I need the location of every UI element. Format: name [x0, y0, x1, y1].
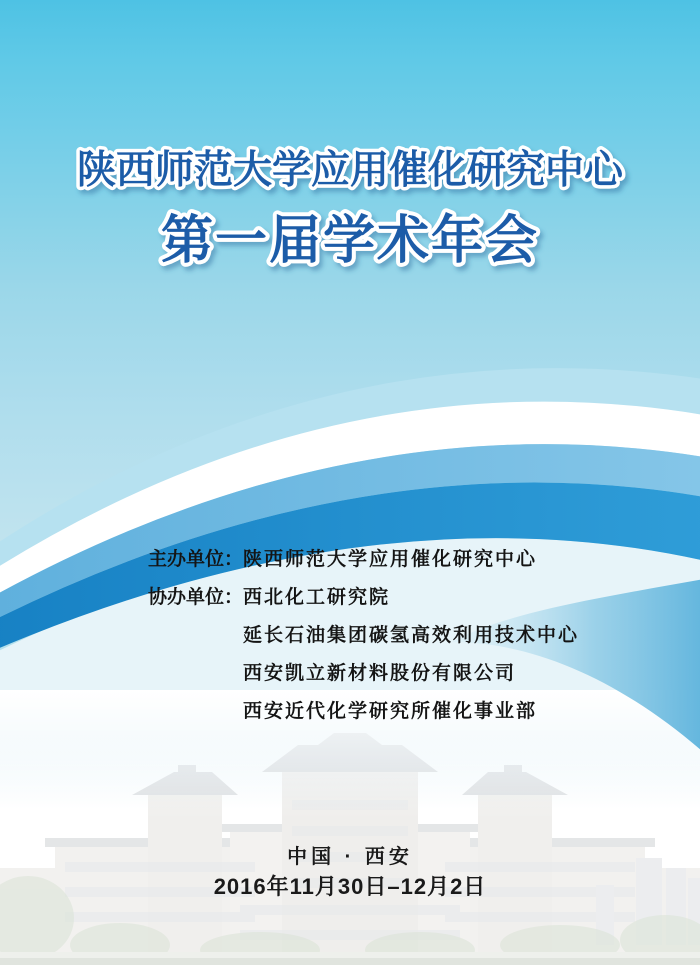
organizers-block [148, 541, 579, 731]
co-value: 西安近代化学研究所催化事业部 [243, 701, 538, 722]
host-label: 主办单位： [148, 549, 244, 570]
organizer-row-co [148, 579, 579, 617]
footer-block [0, 843, 700, 903]
host-value: 陕西师范大学应用催化研究中心 [243, 549, 538, 570]
title-block [0, 95, 700, 295]
co-value: 西北化工研究院 [243, 587, 391, 608]
organizer-row-co [148, 617, 579, 655]
co-value: 西安凯立新材料股份有限公司 [243, 663, 517, 684]
organizer-row-host [148, 541, 579, 579]
title-line-1: 陕西师范大学应用催化研究中心 [76, 149, 624, 192]
title-line-2: 第一届学术年会 [160, 213, 540, 270]
footer-location: 中国 · 西安 [287, 846, 413, 868]
organizer-row-co [148, 693, 579, 731]
footer-dates: 2016年11月30日–12月2日 [213, 874, 487, 899]
co-label: 协办单位： [148, 587, 244, 608]
co-value: 延长石油集团碳氢高效利用技术中心 [243, 625, 580, 646]
organizer-row-co [148, 655, 579, 693]
